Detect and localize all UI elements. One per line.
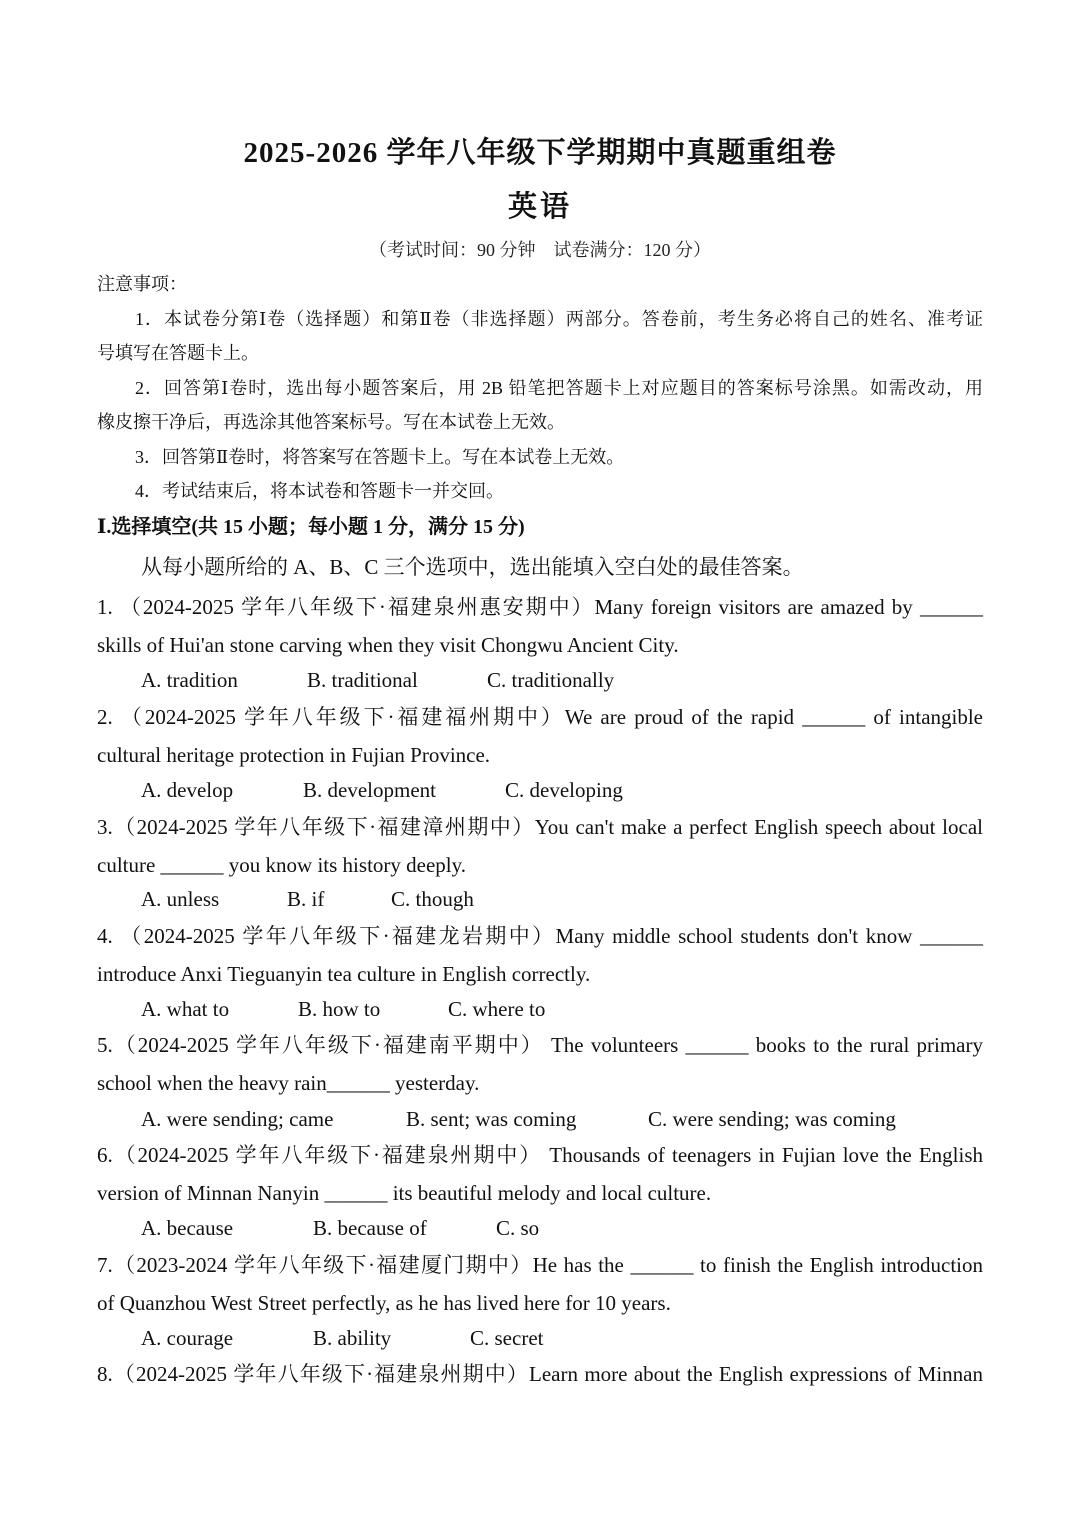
question-7-options — [141, 1326, 543, 1351]
option-a: A. unless — [141, 887, 220, 911]
option-c: C. so — [496, 1216, 540, 1240]
question-1-options — [141, 668, 614, 693]
option-c: C. though — [391, 887, 474, 911]
question-6-line-1: 6.（2024-2025 学年八年级下·福建泉州期中） Thousands of teenagers in Fujian love the English — [97, 1143, 983, 1167]
question-7-line-1: 7.（2023-2024 学年八年级下·福建厦门期中）He has the ______ to finish the English introduction — [97, 1253, 983, 1277]
option-b: B. if — [287, 887, 325, 911]
question-2-options — [141, 778, 623, 803]
question-7-line-2: of Quanzhou West Street perfectly, as he has lived here for 10 years. — [97, 1291, 671, 1315]
page-title: 2025-2026 学年八年级下学期期中真题重组卷 — [243, 137, 837, 169]
notice-item-1-line-2: 号填写在答题卡上。 — [97, 343, 259, 363]
option-c: C. secret — [470, 1326, 544, 1350]
question-6-line-2: version of Minnan Nanyin ______ its beautiful melody and local culture. — [97, 1181, 712, 1205]
question-3-options — [141, 887, 474, 912]
option-c: C. developing — [505, 778, 623, 802]
question-2-line-2: cultural heritage protection in Fujian Province. — [97, 743, 491, 767]
option-a: A. because — [141, 1216, 234, 1240]
question-4-line-2: introduce Anxi Tieguanyin tea culture in English correctly. — [97, 962, 591, 986]
option-c: C. were sending; was coming — [648, 1107, 896, 1131]
question-4-line-1: 4. （2024-2025 学年八年级下·福建龙岩期中）Many middle school students don't know ______ — [97, 924, 983, 948]
section-instruction: 从每小题所给的 A、B、C 三个选项中，选出能填入空白处的最佳答案。 — [141, 555, 804, 579]
question-2-line-1: 2. （2024-2025 学年八年级下·福建福州期中）We are proud of the rapid ______ of intangible — [97, 705, 983, 729]
option-b: B. development — [303, 778, 436, 802]
notice-item-2-line-1: 2．回答第Ⅰ卷时，选出每小题答案后，用 2B 铅笔把答题卡上对应题目的答案标号涂黑。如需改动，用 — [135, 378, 983, 398]
notice-item-2-line-2: 橡皮擦干净后，再选涂其他答案标号。写在本试卷上无效。 — [97, 412, 565, 432]
option-b: B. how to — [298, 997, 381, 1021]
exam-info: （考试时间：90 分钟 试卷满分：120 分） — [369, 240, 711, 260]
notice-item-3: 3．回答第Ⅱ卷时，将答案写在答题卡上。写在本试卷上无效。 — [135, 447, 625, 467]
notice-item-1-line-1: 1．本试卷分第Ⅰ卷（选择题）和第Ⅱ卷（非选择题）两部分。答卷前，考生务必将自己的姓名、准考证 — [135, 309, 983, 329]
subject-title: 英语 — [507, 191, 572, 223]
option-b: B. because of — [313, 1216, 427, 1240]
question-5-line-1: 5.（2024-2025 学年八年级下·福建南平期中） The volunteers ______ books to the rural primary — [97, 1033, 983, 1057]
option-c: C. where to — [448, 997, 546, 1021]
option-b: B. ability — [313, 1326, 392, 1350]
option-a: A. what to — [141, 997, 230, 1021]
question-8-line-1: 8.（2024-2025 学年八年级下·福建泉州期中）Learn more about the English expressions of Minnan — [97, 1362, 983, 1386]
question-3-line-2: culture ______ you know its history deeply. — [97, 853, 467, 877]
question-3-line-1: 3.（2024-2025 学年八年级下·福建漳州期中）You can't make a perfect English speech about local — [97, 815, 983, 839]
question-1-line-1: 1. （2024-2025 学年八年级下·福建泉州惠安期中）Many foreign visitors are amazed by ______ — [97, 595, 983, 619]
option-a: A. were sending; came — [141, 1107, 334, 1131]
question-5-options — [141, 1107, 896, 1132]
notice-heading: 注意事项： — [97, 274, 187, 294]
question-1-line-2: skills of Hui'an stone carving when they visit Chongwu Ancient City. — [97, 633, 679, 657]
option-a: A. tradition — [141, 668, 238, 692]
option-a: A. courage — [141, 1326, 234, 1350]
notice-item-4: 4．考试结束后，将本试卷和答题卡一并交回。 — [135, 481, 504, 501]
option-c: C. traditionally — [487, 668, 615, 692]
option-b: B. traditional — [307, 668, 418, 692]
question-6-options — [141, 1216, 539, 1241]
option-a: A. develop — [141, 778, 234, 802]
question-5-line-2: school when the heavy rain______ yesterday. — [97, 1071, 480, 1095]
question-4-options — [141, 997, 545, 1022]
option-b: B. sent; was coming — [406, 1107, 577, 1131]
section-heading: Ⅰ.选择填空(共 15 小题；每小题 1 分，满分 15 分) — [97, 516, 525, 538]
